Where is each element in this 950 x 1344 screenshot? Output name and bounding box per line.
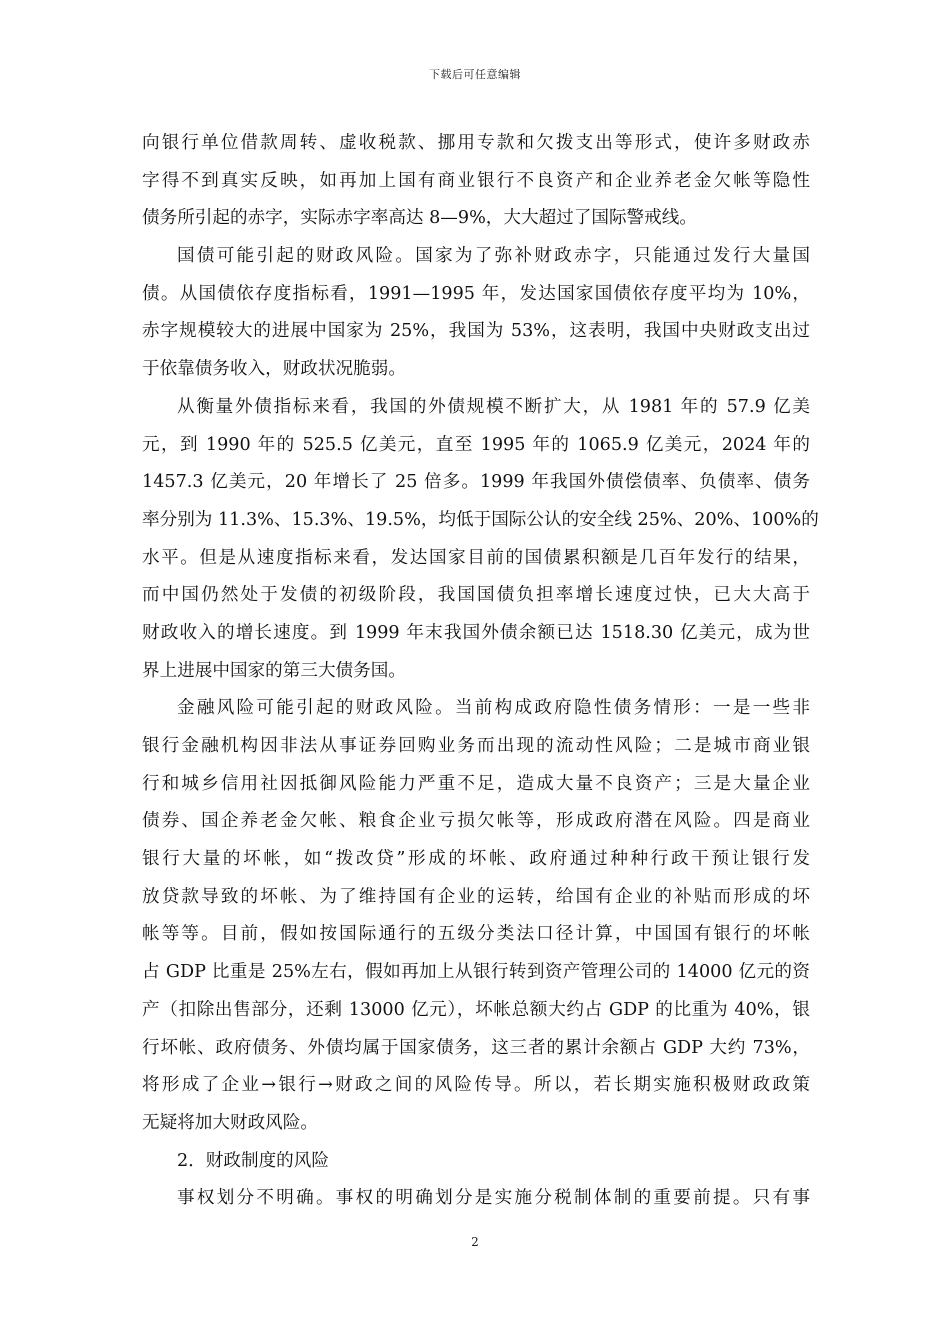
text-line: 债务所引起的赤字，实际赤字率高达 8—9%，大大超过了国际警戒线。 [142,208,697,229]
text-line: 于依靠债务收入，财政状况脆弱。 [142,359,406,380]
text-line: 元，到 1990 年的 525.5 亿美元，直至 1995 年的 1065.9 亿美元，2024 年的 [142,434,810,455]
text-line: 债券、国企养老金欠帐、粮食企业亏损欠帐等，形成政府潜在风险。四是商业 [142,811,810,832]
text-line: 金融风险可能引起的财政风险。当前构成政府隐性债务情形：一是一些非 [177,698,810,719]
text-line: 占 GDP 比重是 25%左右，假如再加上从银行转到资产管理公司的 14000 亿元的资 [142,962,810,983]
text-line: 水平。但是从速度指标来看，发达国家目前的国债累积额是几百年发行的结果， [142,547,810,568]
text-line: 银行金融机构因非法从事证券回购业务而出现的流动性风险；二是城市商业银 [142,736,810,756]
text-line: 将形成了企业→银行→财政之间的风险传导。所以，若长期实施积极财政政策 [142,1075,810,1096]
text-line: 国债可能引起的财政风险。国家为了弥补财政赤字，只能通过发行大量国 [177,246,810,267]
text-line: 界上进展中国家的第三大债务国。 [142,660,406,681]
document-body [142,125,819,1218]
text-line: 事权划分不明确。事权的明确划分是实施分税制体制的重要前提。只有事 [177,1188,810,1209]
text-line: 赤字规模较大的进展中国家为 25%，我国为 53%，这表明，我国中央财政支出过 [142,321,810,342]
text-line: 财政收入的增长速度。到 1999 年末我国外债余额已达 1518.30 亿美元，成为世 [142,622,810,643]
text-line: 字得不到真实反映，如再加上国有商业银行不良资产和企业养老金欠帐等隐性 [142,170,810,191]
page-number: 2 [471,1235,479,1249]
text-line: 从衡量外债指标来看，我国的外债规模不断扩大，从 1981 年的 57.9 亿美 [177,396,810,417]
page-header: 下载后可任意编辑 [429,68,521,81]
text-line: 而中国仍然处于发债的初级阶段，我国国债负担率增长速度过快，已大大高于 [142,585,810,606]
text-line: 债。从国债依存度指标看，1991—1995 年，发达国家国债依存度平均为 10%， [142,283,810,304]
text-line: 产（扣除出售部分，还剩 13000 亿元），坏帐总额大约占 GDP 的比重为 40%，银 [142,999,810,1020]
text-line: 行和城乡信用社因抵御风险能力严重不足，造成大量不良资产；三是大量企业 [142,773,810,794]
text-line: 2．财政制度的风险 [177,1150,329,1171]
text-line: 率分别为 11.3%、15.3%、19.5%，均低于国际公认的安全线 25%、20%、100%的 [142,509,819,530]
text-line: 帐等等。目前，假如按国际通行的五级分类法口径计算，中国国有银行的坏帐 [142,924,810,945]
text-line: 1457.3 亿美元，20 年增长了 25 倍多。1999 年我国外债偿债率、负债率、债务 [142,472,810,493]
text-line: 银行大量的坏帐，如“拨改贷”形成的坏帐、政府通过种种行政干预让银行发 [142,849,810,870]
text-line: 向银行单位借款周转、虚收税款、挪用专款和欠拨支出等形式，使许多财政赤 [142,133,810,153]
text-line: 行坏帐、政府债务、外债均属于国家债务，这三者的累计余额占 GDP 大约 73%， [142,1037,810,1058]
text-line: 无疑将加大财政风险。 [142,1112,318,1133]
text-line: 放贷款导致的坏帐、为了维持国有企业的运转，给国有企业的补贴而形成的坏 [142,886,810,907]
